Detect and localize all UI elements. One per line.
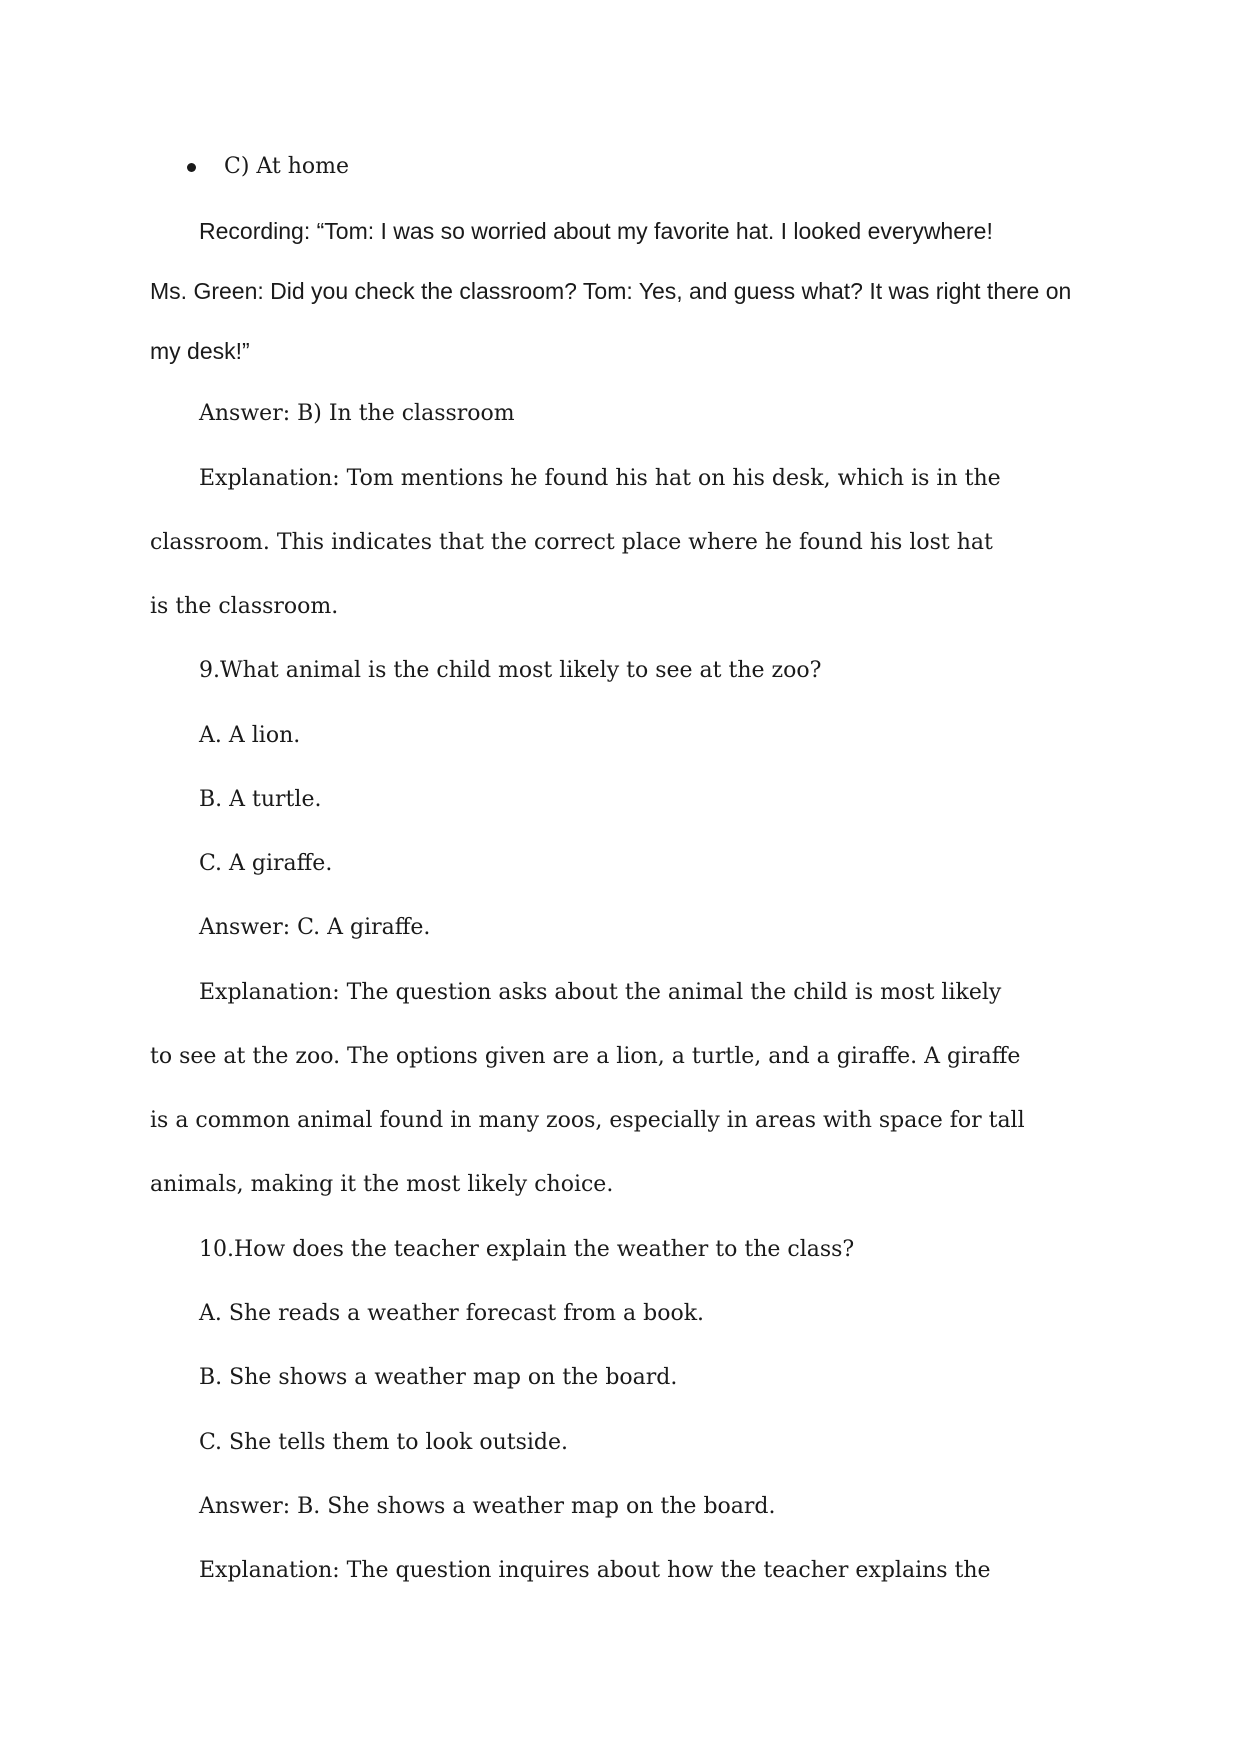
bullet-option-text: C) At home: [224, 154, 350, 179]
q9-explanation-line-4: animals, making it the most likely choice.: [150, 1172, 614, 1197]
recording-line-1: Recording: “Tom: I was so worried about my favorite hat. I looked everywhere!: [199, 218, 993, 244]
q9-option-b: B. A turtle.: [199, 787, 322, 812]
q8-explanation-line-2: classroom. This indicates that the correct place where he found his lost hat: [150, 530, 993, 555]
q10-explanation-line-1: Explanation: The question inquires about how the teacher explains the: [199, 1558, 991, 1583]
q10-option-a: A. She reads a weather forecast from a book.: [199, 1301, 705, 1326]
q10-question: 10.How does the teacher explain the weather to the class?: [199, 1237, 855, 1262]
recording-line-3: my desk!”: [150, 338, 250, 364]
q9-explanation-line-3: is a common animal found in many zoos, especially in areas with space for tall: [150, 1108, 1025, 1133]
q9-option-a: A. A lion.: [199, 723, 301, 748]
q8-explanation-line-3: is the classroom.: [150, 594, 339, 619]
q8-explanation-line-1: Explanation: Tom mentions he found his hat on his desk, which is in the: [199, 466, 1001, 491]
q9-question: 9.What animal is the child most likely to see at the zoo?: [199, 658, 822, 683]
recording-line-2: Ms. Green: Did you check the classroom? Tom: Yes, and guess what? It was right there on: [150, 278, 1072, 304]
q9-option-c: C. A giraffe.: [199, 851, 333, 876]
q10-option-b: B. She shows a weather map on the board.: [199, 1365, 678, 1390]
q10-option-c: C. She tells them to look outside.: [199, 1430, 568, 1455]
q9-answer: Answer: C. A giraffe.: [199, 915, 431, 940]
q10-answer: Answer: B. She shows a weather map on the board.: [199, 1494, 776, 1519]
q9-explanation-line-2: to see at the zoo. The options given are a lion, a turtle, and a giraffe. A giraffe: [150, 1044, 1021, 1069]
q8-answer: Answer: B) In the classroom: [199, 401, 515, 426]
bullet-icon: [187, 163, 196, 172]
q9-explanation-line-1: Explanation: The question asks about the animal the child is most likely: [199, 980, 1002, 1005]
